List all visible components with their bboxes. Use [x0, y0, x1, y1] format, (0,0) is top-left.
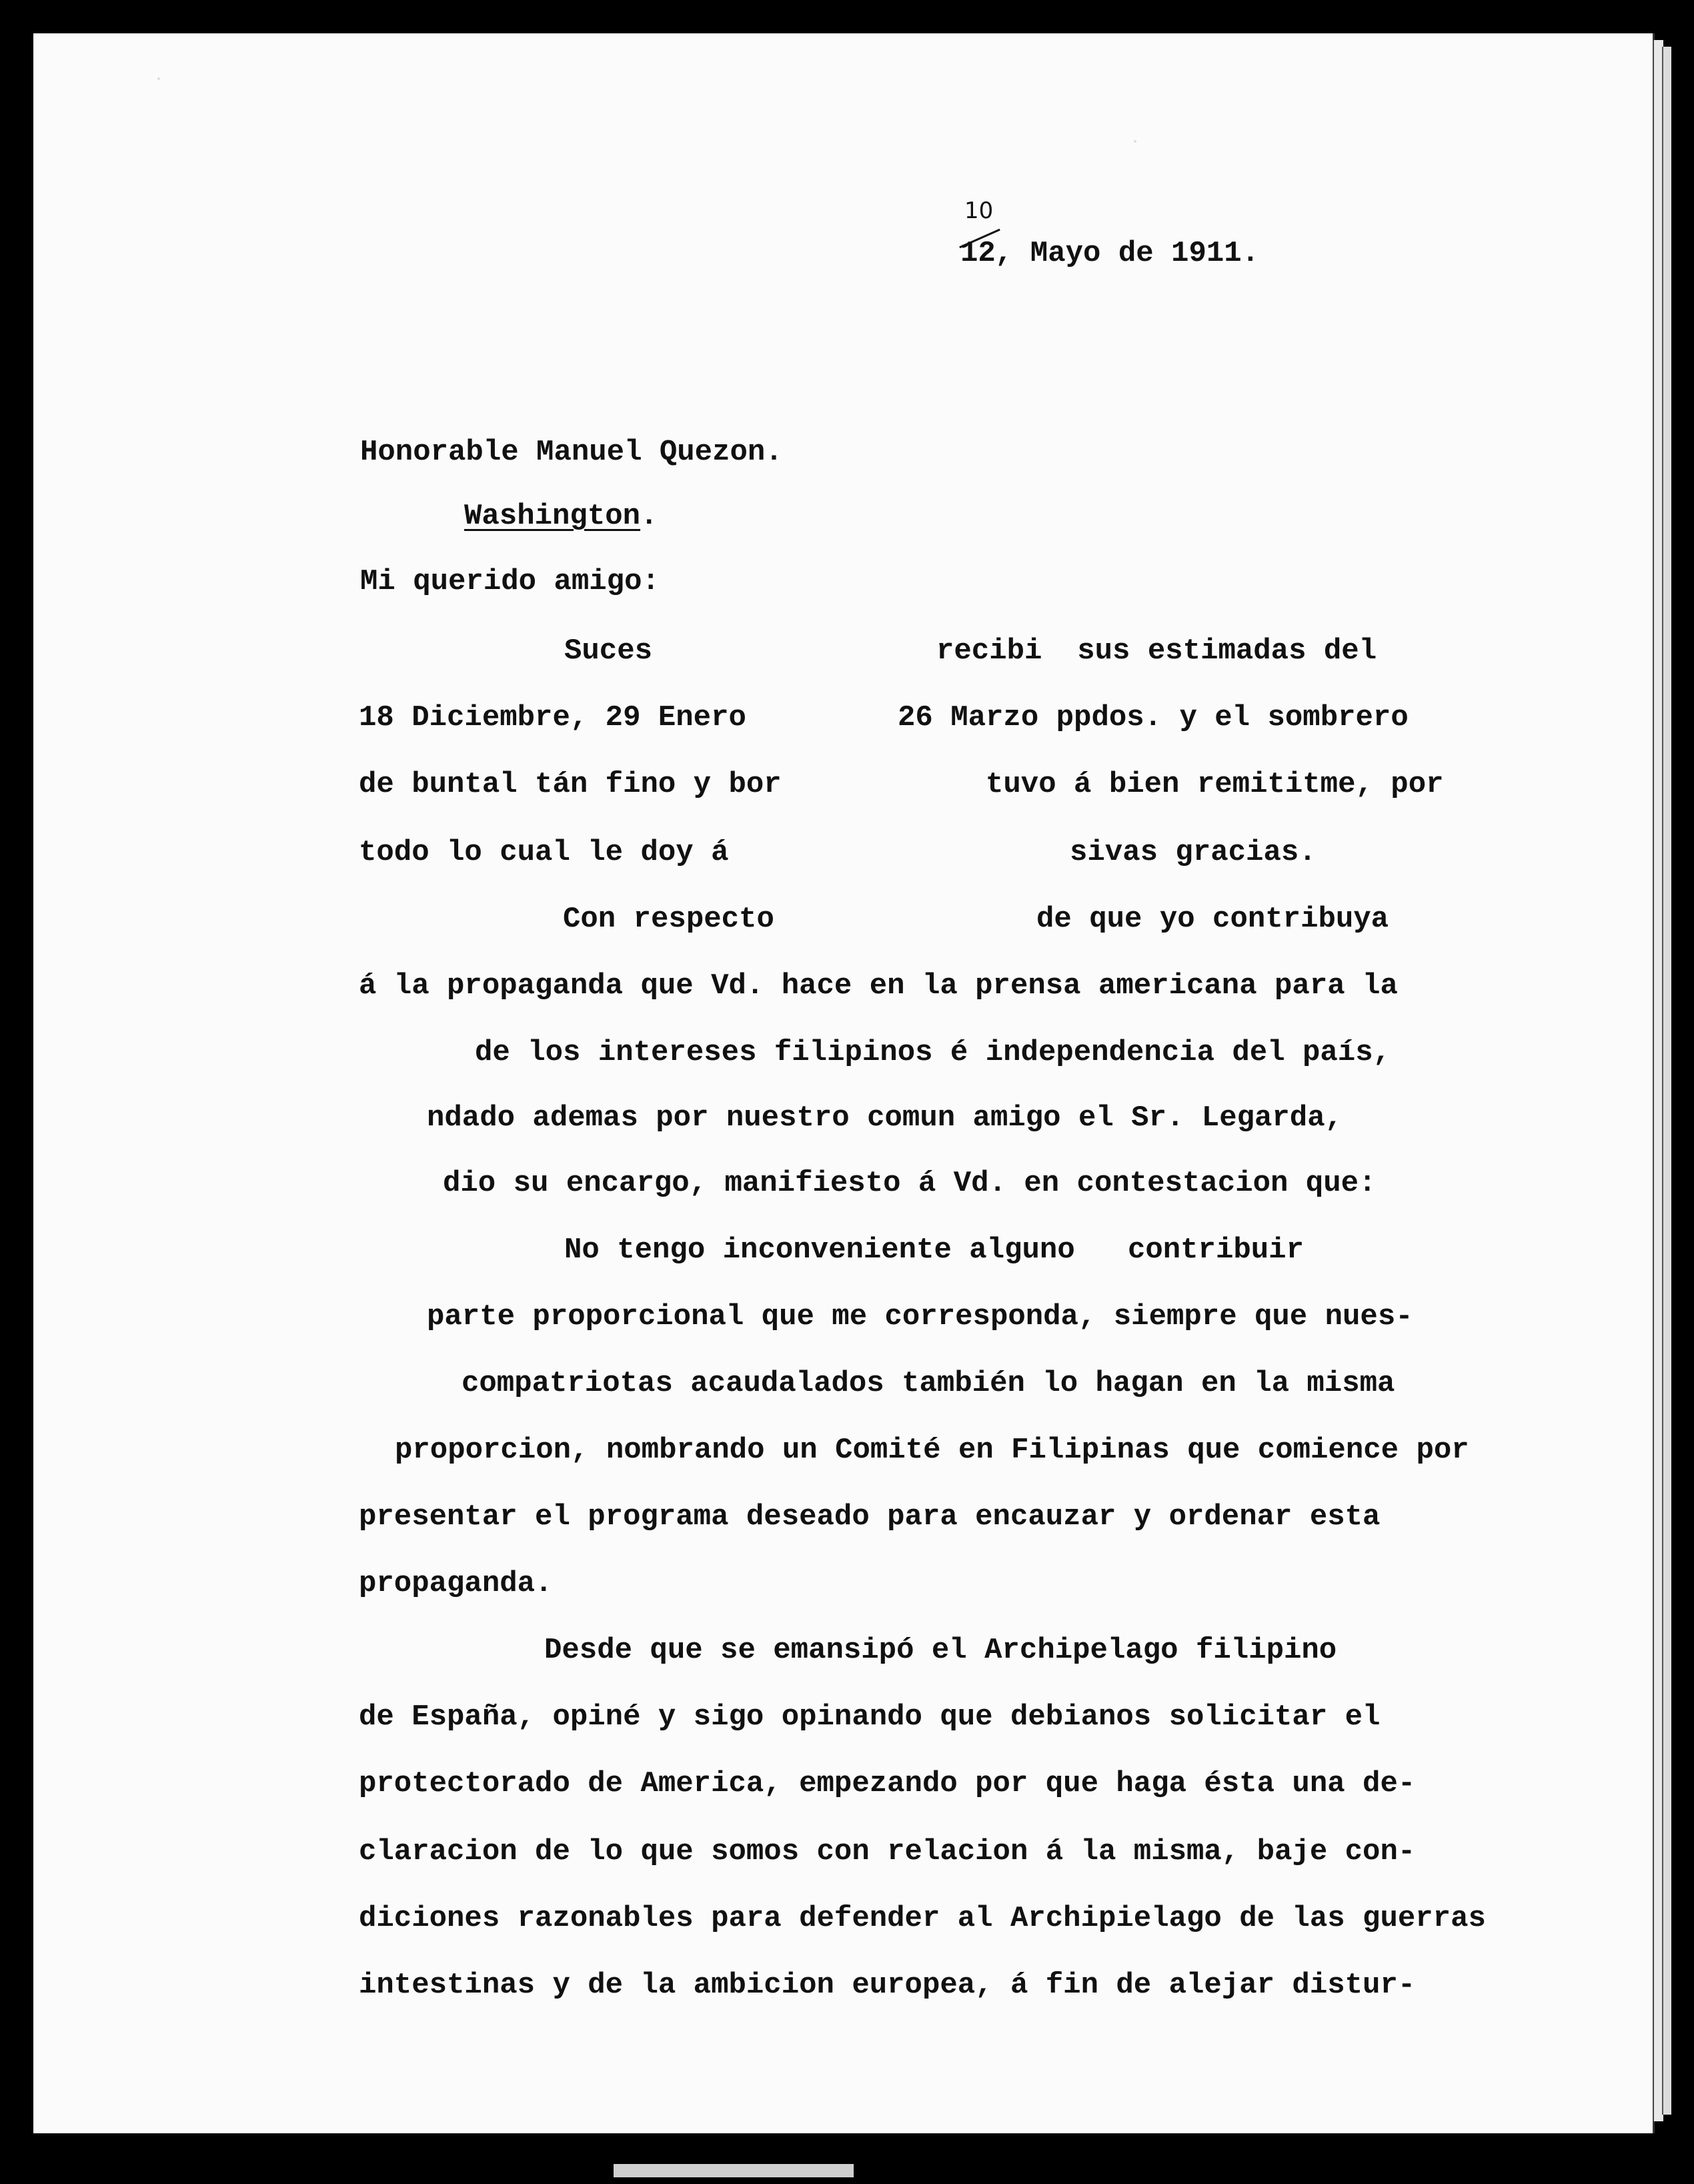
- letter-page: [33, 33, 1655, 2133]
- body-line: diciones razonables para defender al Archipielago de las guerras: [359, 1902, 1486, 1935]
- body-line: parte proporcional que me corresponda, siempre que nues-: [427, 1300, 1413, 1333]
- recipient-city-line: [464, 496, 658, 536]
- body-line: proporcion, nombrando un Comité en Filipinas que comience por: [395, 1434, 1469, 1467]
- body-line: de los intereses filipinos é independencia del país,: [475, 1036, 1391, 1069]
- line-left: todo lo cual le doy á: [359, 836, 729, 869]
- body-line: á la propaganda que Vd. hace en la prensa americana para la: [359, 969, 1398, 1003]
- scan-bottom-artifact: [614, 2164, 854, 2177]
- line-left: Suces: [564, 634, 653, 668]
- scan-speck: [1134, 140, 1136, 143]
- body-line: compatriotas acaudalados también lo hagan en la misma: [462, 1367, 1395, 1400]
- line-right: sivas gracias.: [1070, 836, 1317, 869]
- line-left: de buntal tán fino y bor: [359, 768, 782, 801]
- salutation: Mi querido amigo:: [360, 565, 660, 598]
- recipient-name: Honorable Manuel Quezon.: [360, 436, 783, 469]
- body-line: de España, opiné y sigo opinando que debianos solicitar el: [359, 1700, 1381, 1734]
- page-edge: [1662, 47, 1671, 2115]
- body-line: No tengo inconveniente alguno contribuir: [564, 1233, 1304, 1267]
- body-line: Desde que se emansipó el Archipelago filipino: [544, 1634, 1337, 1667]
- body-line: dio su encargo, manifiesto á Vd. en contestacion que:: [443, 1167, 1377, 1200]
- recipient-city: Washington: [464, 500, 641, 533]
- body-line: protectorado de America, empezando por que haga ésta una de-: [359, 1767, 1416, 1800]
- body-line: propaganda.: [359, 1567, 553, 1600]
- line-left: Con respecto: [563, 903, 774, 936]
- line-right: de que yo contribuya: [1036, 903, 1389, 936]
- recipient-city-punct: .: [640, 500, 658, 533]
- line-right: recibi sus estimadas del: [936, 634, 1377, 668]
- line-left: 18 Diciembre, 29 Enero: [359, 701, 746, 734]
- struck-day: 12: [960, 237, 996, 270]
- body-line: claracion de lo que somos con relacion á la misma, baje con-: [359, 1835, 1416, 1868]
- line-right: tuvo á bien remititme, por: [986, 768, 1444, 801]
- body-line: intestinas y de la ambicion europea, á fin de alejar distur-: [359, 1969, 1416, 2002]
- body-line: presentar el programa deseado para encauzar y ordenar esta: [359, 1500, 1381, 1534]
- handwritten-day-correction: 10: [964, 197, 994, 224]
- body-line: ndado ademas por nuestro comun amigo el Sr. Legarda,: [427, 1101, 1343, 1135]
- letter-date: , Mayo de 1911.: [995, 237, 1260, 270]
- line-right: 26 Marzo ppdos. y el sombrero: [898, 701, 1409, 734]
- scan-speck: [157, 77, 160, 80]
